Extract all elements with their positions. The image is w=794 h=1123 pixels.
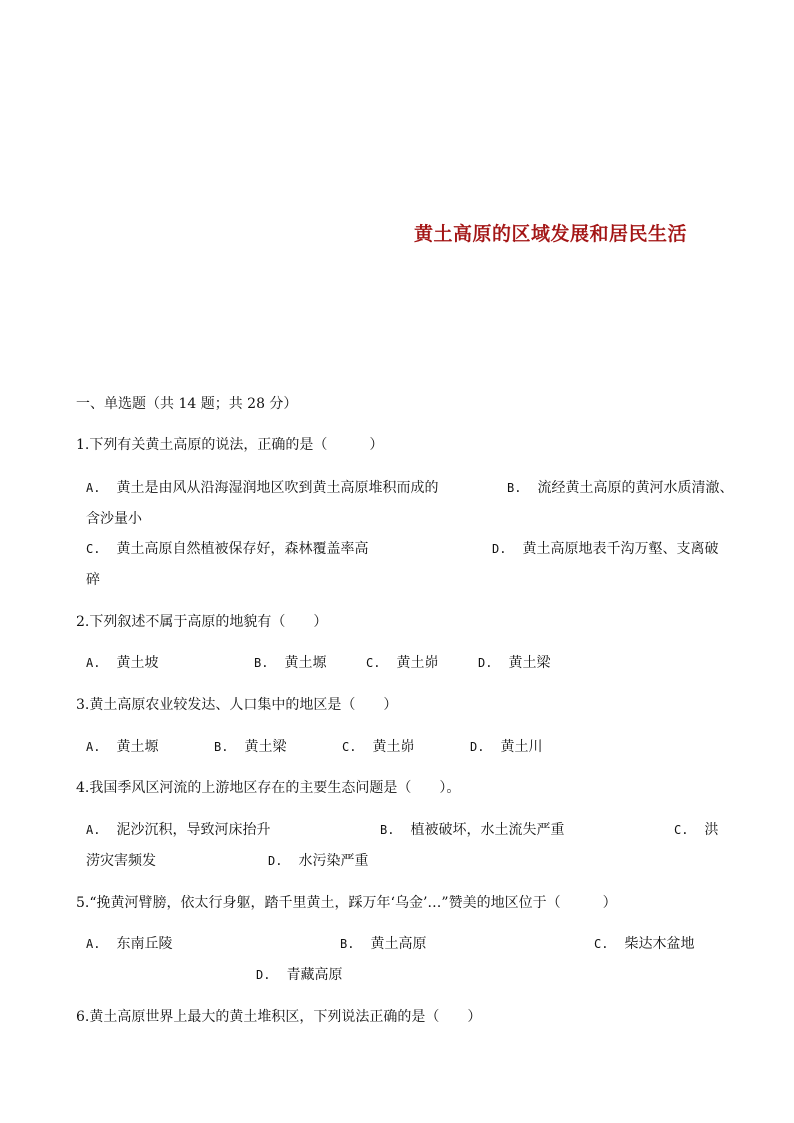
option-letter: C. xyxy=(366,656,381,670)
option-letter: D. xyxy=(478,656,493,670)
option-letter: B. xyxy=(214,740,229,754)
q1-option-b[interactable] xyxy=(507,478,733,498)
question-4-stem: 4.我国季风区河流的上游地区存在的主要生态问题是（ ）。 xyxy=(76,780,461,796)
q1-option-a[interactable] xyxy=(86,478,438,498)
q4-option-b[interactable] xyxy=(380,820,564,840)
question-2-stem: 2.下列叙述不属于高原的地貌有（ ） xyxy=(76,614,328,630)
q5-option-d[interactable] xyxy=(256,965,342,985)
q1-option-b-continued: 含沙量小 xyxy=(86,511,142,527)
option-text: 水污染严重 xyxy=(298,853,369,869)
document-title: 黄土高原的区域发展和居民生活 xyxy=(414,223,688,245)
option-text: 黄土高原 xyxy=(370,936,427,952)
option-letter: A. xyxy=(86,481,101,495)
q3-option-a[interactable] xyxy=(86,737,158,757)
q5-option-c[interactable] xyxy=(594,934,694,954)
option-text: 黄土峁 xyxy=(396,655,439,671)
q4-option-a[interactable] xyxy=(86,820,270,840)
option-letter: A. xyxy=(86,937,101,951)
option-letter: B. xyxy=(254,656,269,670)
option-text: 流经黄土高原的黄河水质清澈、 xyxy=(537,480,734,496)
q1-option-d-continued: 碎 xyxy=(86,572,100,588)
section-heading: 一、单选题（共 14 题；共 28 分） xyxy=(76,396,298,412)
q1-option-d[interactable] xyxy=(492,539,718,559)
option-letter: A. xyxy=(86,823,101,837)
option-text: 黄土坡 xyxy=(116,655,159,671)
q4-option-c[interactable] xyxy=(674,820,718,840)
option-letter: A. xyxy=(86,740,101,754)
option-text: 黄土峁 xyxy=(372,739,415,755)
option-letter: D. xyxy=(492,542,507,556)
option-text: 黄土塬 xyxy=(116,739,159,755)
option-text: 柴达木盆地 xyxy=(624,936,695,952)
option-letter: D. xyxy=(256,968,271,982)
option-text: 黄土高原地表千沟万壑、支离破 xyxy=(522,541,719,557)
option-text: 黄土梁 xyxy=(244,739,287,755)
option-text: 黄土是由风从沿海湿润地区吹到黄土高原堆积而成的 xyxy=(116,480,439,496)
option-text: 东南丘陵 xyxy=(116,936,173,952)
option-text: 青藏高原 xyxy=(286,967,343,983)
option-letter: C. xyxy=(342,740,357,754)
q5-option-a[interactable] xyxy=(86,934,172,954)
option-letter: D. xyxy=(268,854,283,868)
option-text: 黄土高原自然植被保存好，森林覆盖率高 xyxy=(116,541,369,557)
question-1-stem: 1.下列有关黄土高原的说法，正确的是（ ） xyxy=(76,437,384,453)
option-letter: C. xyxy=(86,542,101,556)
question-6-stem: 6.黄土高原世界上最大的黄土堆积区，下列说法正确的是（ ） xyxy=(76,1009,482,1025)
option-letter: B. xyxy=(340,937,355,951)
q2-option-b[interactable] xyxy=(254,653,326,673)
question-3-stem: 3.黄土高原农业较发达、人口集中的地区是（ ） xyxy=(76,697,398,713)
option-text: 植被破坏，水土流失严重 xyxy=(410,822,565,838)
q2-option-a[interactable] xyxy=(86,653,158,673)
option-text: 泥沙沉积，导致河床抬升 xyxy=(116,822,271,838)
option-text: 黄土塬 xyxy=(284,655,327,671)
option-text: 黄土川 xyxy=(500,739,543,755)
option-letter: B. xyxy=(507,481,522,495)
q1-option-c[interactable] xyxy=(86,539,368,559)
q2-option-c[interactable] xyxy=(366,653,438,673)
option-letter: B. xyxy=(380,823,395,837)
question-5-stem: 5.“挽黄河臂膀，依太行身躯，踏千里黄土，踩万年‘乌金’…”赞美的地区位于（ ） xyxy=(76,895,617,911)
option-text: 洪 xyxy=(704,822,719,838)
q4-option-d[interactable] xyxy=(268,851,368,871)
q3-option-b[interactable] xyxy=(214,737,286,757)
option-letter: C. xyxy=(674,823,689,837)
option-letter: D. xyxy=(470,740,485,754)
option-letter: C. xyxy=(594,937,609,951)
q2-option-d[interactable] xyxy=(478,653,550,673)
q3-option-c[interactable] xyxy=(342,737,414,757)
option-text: 黄土梁 xyxy=(508,655,551,671)
q5-option-b[interactable] xyxy=(340,934,426,954)
option-letter: A. xyxy=(86,656,101,670)
q3-option-d[interactable] xyxy=(470,737,542,757)
q4-option-c-continued: 涝灾害频发 xyxy=(86,853,156,869)
